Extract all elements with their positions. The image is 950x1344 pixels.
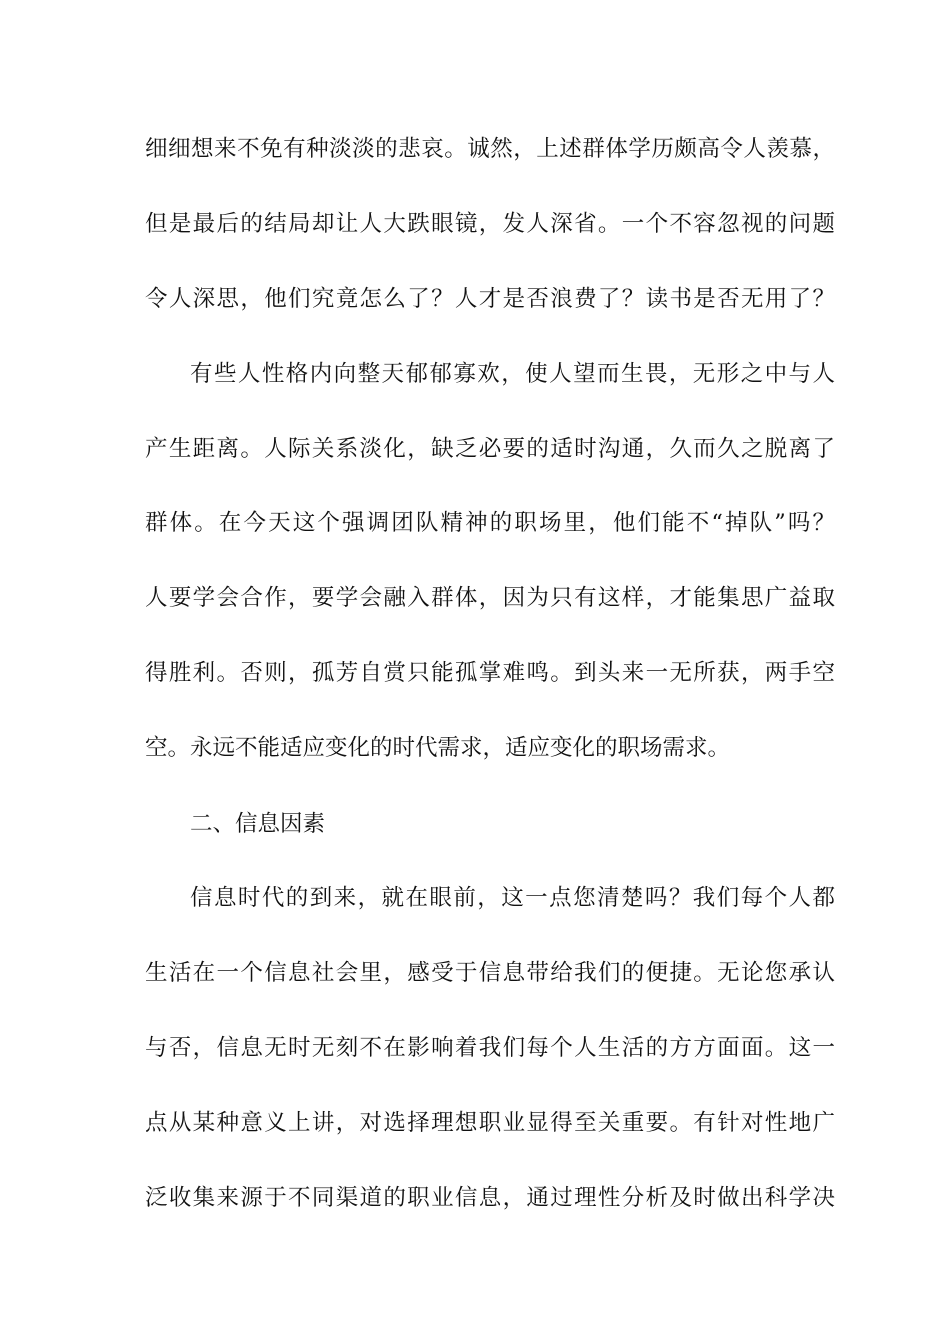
text-line: 但是最后的结局却让人大跌眼镜，发人深省。一个不容忽视的问题 [145, 211, 835, 237]
text-line: 细细想来不免有种淡淡的悲哀。诚然，上述群体学历颇高令人羡慕， [145, 136, 835, 162]
text-line: 令人深思，他们究竟怎么了？人才是否浪费了？读书是否无用了？ [145, 286, 835, 312]
text-line: 泛收集来源于不同渠道的职业信息，通过理性分析及时做出科学决 [145, 1185, 835, 1211]
paragraph-last-line: 空。永远不能适应变化的时代需求，适应变化的职场需求。 [145, 735, 731, 761]
paragraph-first-line: 信息时代的到来，就在眼前，这一点您清楚吗？我们每个人都 [190, 885, 835, 911]
text-line: 与否，信息无时无刻不在影响着我们每个人生活的方方面面。这一 [145, 1035, 835, 1061]
text-line: 点从某种意义上讲，对选择理想职业显得至关重要。有针对性地广 [145, 1110, 835, 1136]
text-line: 生活在一个信息社会里，感受于信息带给我们的便捷。无论您承认 [145, 960, 835, 986]
text-line: 得胜利。否则，孤芳自赏只能孤掌难鸣。到头来一无所获，两手空 [145, 660, 835, 686]
paragraph-first-line: 有些人性格内向整天郁郁寡欢，使人望而生畏，无形之中与人 [190, 361, 835, 387]
text-line: 人要学会合作，要学会融入群体，因为只有这样，才能集思广益取 [145, 585, 835, 611]
section-heading: 二、信息因素 [190, 811, 326, 837]
text-line: 群体。在今天这个强调团队精神的职场里，他们能不“掉队”吗？ [145, 510, 835, 536]
text-line: 产生距离。人际关系淡化，缺乏必要的适时沟通，久而久之脱离了 [145, 436, 835, 462]
